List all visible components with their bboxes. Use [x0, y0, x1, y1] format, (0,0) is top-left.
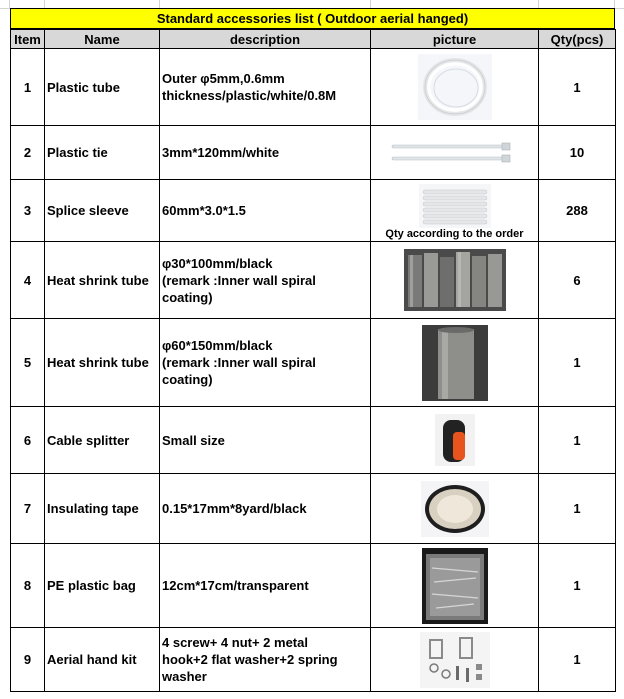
item-picture — [371, 242, 539, 319]
table-row — [11, 474, 616, 544]
item-description — [160, 544, 371, 628]
item-qty: 6 — [539, 242, 616, 319]
item-qty: 1 — [539, 628, 616, 692]
item-qty: 1 — [539, 407, 616, 474]
hardware-kit-image — [420, 632, 490, 688]
cable-ties-image — [390, 135, 520, 171]
item-number: 5 — [11, 319, 45, 407]
item-number: 8 — [11, 544, 45, 628]
header-qty: Qty(pcs) — [539, 30, 616, 49]
header-name: Name — [45, 30, 160, 49]
description-line: coating) — [162, 289, 213, 305]
table-row — [11, 544, 616, 628]
table-row — [11, 407, 616, 474]
item-description — [160, 407, 371, 474]
item-picture — [371, 544, 539, 628]
item-qty: 10 — [539, 126, 616, 180]
plastic-bag-image — [422, 548, 488, 624]
item-number: 3 — [11, 180, 45, 242]
header-picture: picture — [371, 30, 539, 49]
description-line: hook+2 flat washer+2 spring — [162, 652, 338, 667]
description-line: 4 screw+ 4 nut+ 2 metal — [162, 635, 308, 650]
accessories-table — [10, 29, 616, 692]
item-number: 2 — [11, 126, 45, 180]
header-description: description — [160, 30, 371, 49]
description-line: Outer φ5mm,0.6mm — [162, 71, 285, 86]
description-line: 0.15*17mm*8yard/black — [162, 501, 307, 516]
splice-sleeves-image — [419, 184, 491, 228]
description-line: coating) — [162, 372, 213, 387]
description-line: 60mm*3.0*1.5 — [162, 203, 246, 218]
description-line: 3mm*120mm/white — [162, 145, 280, 160]
item-number: 7 — [11, 474, 45, 544]
item-picture — [371, 319, 539, 407]
table-header-row — [11, 30, 616, 49]
item-qty: 1 — [539, 319, 616, 407]
item-qty: 1 — [539, 544, 616, 628]
item-picture — [371, 180, 539, 242]
item-picture — [371, 49, 539, 126]
item-number: 1 — [11, 49, 45, 126]
table-row — [11, 242, 616, 319]
item-description — [160, 628, 371, 692]
item-name: Heat shrink tube — [45, 242, 160, 319]
item-qty: 1 — [539, 49, 616, 126]
description-line: thickness/plastic/white/0.8M — [162, 88, 337, 103]
item-description — [160, 319, 371, 407]
item-number: 4 — [11, 242, 45, 319]
item-name: Splice sleeve — [45, 180, 160, 242]
description-line: Small size — [162, 432, 225, 448]
item-qty: 288 — [539, 180, 616, 242]
item-number: 6 — [11, 407, 45, 474]
description-line: 12cm*17cm/transparent — [162, 578, 309, 593]
item-name: Heat shrink tube — [45, 319, 160, 407]
description-line: (remark :Inner wall spiral — [162, 355, 316, 370]
item-picture — [371, 407, 539, 474]
plastic-tube-coil-image — [418, 54, 492, 120]
item-picture — [371, 126, 539, 180]
table-row — [11, 628, 616, 692]
item-description — [160, 474, 371, 544]
item-number: 9 — [11, 628, 45, 692]
item-description — [160, 242, 371, 319]
item-description — [160, 126, 371, 180]
description-line: washer — [162, 669, 207, 684]
item-description — [160, 180, 371, 242]
picture-note: Qty according to the order — [385, 228, 524, 240]
tape-roll-image — [421, 481, 489, 537]
item-qty: 1 — [539, 474, 616, 544]
item-name: Plastic tube — [45, 49, 160, 126]
heat-shrink-tubes-image — [404, 249, 506, 311]
description-line: φ30*100mm/black — [162, 255, 273, 271]
heat-shrink-tube-image — [422, 325, 488, 401]
table-row — [11, 319, 616, 407]
table-row — [11, 180, 616, 242]
item-picture — [371, 628, 539, 692]
description-line: (remark :Inner wall spiral — [162, 272, 316, 288]
cable-splitter-image — [435, 414, 475, 466]
table-row — [11, 49, 616, 126]
item-description — [160, 49, 371, 126]
description-line: φ60*150mm/black — [162, 338, 273, 353]
header-item: Item — [11, 30, 45, 49]
item-name: Cable splitter — [45, 407, 160, 474]
table-title: Standard accessories list ( Outdoor aerial hanged) — [10, 8, 615, 29]
item-name: Insulating tape — [45, 474, 160, 544]
table-row — [11, 126, 616, 180]
item-picture — [371, 474, 539, 544]
item-name: Plastic tie — [45, 126, 160, 180]
item-name: PE plastic bag — [45, 544, 160, 628]
item-name: Aerial hand kit — [45, 628, 160, 692]
